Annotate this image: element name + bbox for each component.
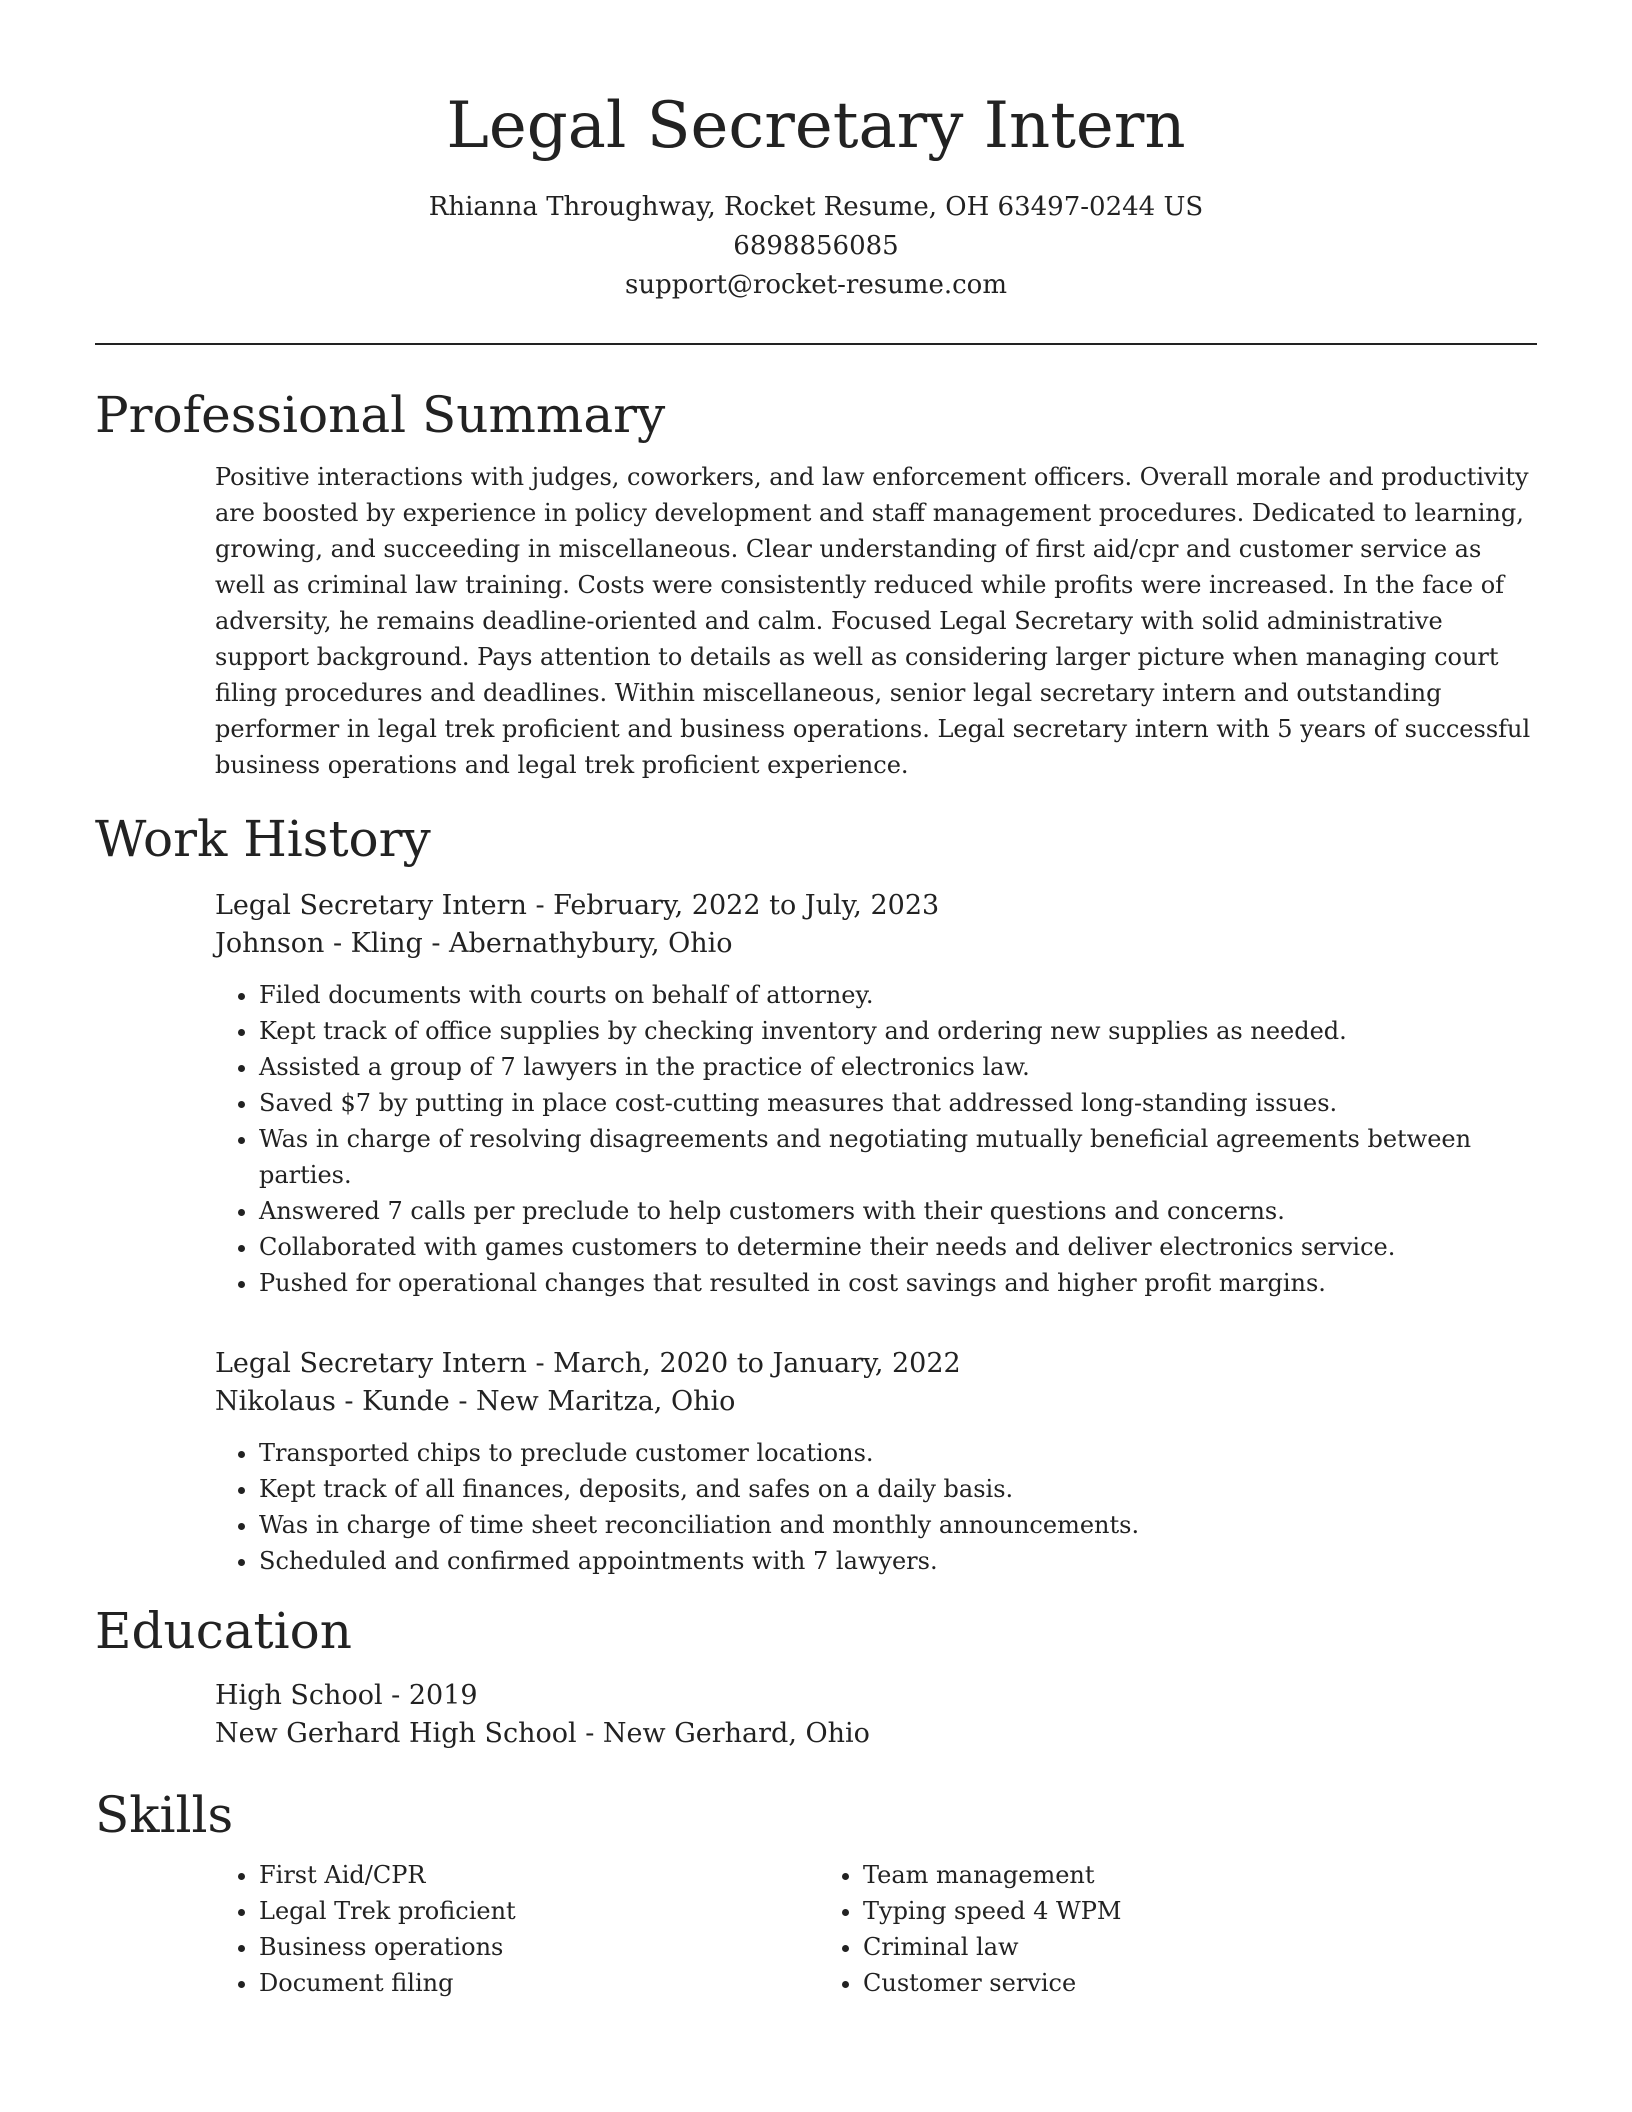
skill-item: • Team management (863, 1857, 1423, 1893)
job-bullets (215, 1435, 1537, 1579)
job-role: Legal Secretary Intern (215, 890, 527, 921)
job-location: - New Maritza, Ohio (449, 1386, 736, 1417)
skill-item: • Customer service (863, 1965, 1423, 2001)
education-location: - New Gerhard, Ohio (576, 1718, 870, 1749)
contact-email: support@rocket-resume.com (624, 270, 1007, 300)
job-location: - Abernathybury, Ohio (422, 928, 733, 959)
job-dates: - March, 2020 to January, 2022 (526, 1348, 961, 1379)
skill-item: • Business operations (259, 1929, 819, 1965)
list-item: • Was in charge of time sheet reconciliation and monthly announcements. (259, 1507, 1537, 1543)
list-item: • Answered 7 calls per preclude to help customers with their questions and concerns. (259, 1193, 1537, 1229)
list-item: • Assisted a group of 7 lawyers in the practice of electronics law. (259, 1049, 1537, 1085)
skills-heading: Skills (95, 1786, 234, 1844)
resume-name: Legal Secretary Intern (446, 89, 1186, 163)
skill-item: • Document filing (259, 1965, 819, 2001)
education-heading: Education (95, 1602, 352, 1660)
list-item: • Was in charge of resolving disagreements and negotiating mutually beneficial agreements between parties. (259, 1121, 1537, 1193)
education-degree-line (215, 1677, 1537, 1715)
list-item: • Saved $7 by putting in place cost-cutting measures that addressed long-standing issues. (259, 1085, 1537, 1121)
job-dates: - February, 2022 to July, 2023 (526, 890, 940, 921)
job-company: Nikolaus - Kunde (215, 1386, 450, 1417)
list-item: • Scheduled and confirmed appointments with 7 lawyers. (259, 1543, 1537, 1579)
list-item: • Kept track of office supplies by checking inventory and ordering new supplies as needed. (259, 1013, 1537, 1049)
education-section (215, 1677, 1537, 1753)
education-school: New Gerhard High School (215, 1718, 577, 1749)
skills-list-right (819, 1857, 1423, 2001)
job-entry (215, 887, 1537, 1301)
education-year: - 2019 (382, 1680, 478, 1711)
resume-header (95, 0, 1537, 305)
list-item: • Filed documents with courts on behalf of attorney. (259, 977, 1537, 1013)
job-company-line (215, 925, 1537, 963)
list-item: • Transported chips to preclude customer locations. (259, 1435, 1537, 1471)
summary-section (215, 459, 1537, 783)
contact-address: Rhianna Throughway, Rocket Resume, OH 63497-0244 US (428, 192, 1204, 222)
list-item: • Pushed for operational changes that resulted in cost savings and higher profit margins. (259, 1265, 1537, 1301)
job-bullets (215, 977, 1537, 1301)
header-divider (95, 343, 1537, 345)
education-degree: High School (215, 1680, 383, 1711)
job-role: Legal Secretary Intern (215, 1348, 527, 1379)
skills-list-left (215, 1857, 819, 2001)
summary-heading: Professional Summary (95, 386, 666, 444)
summary-text: Positive interactions with judges, coworkers, and law enforcement officers. Overall morale and productivity are boosted by experience in policy development and staff management procedures. Dedicated to learning, growing, and succeeding in miscellaneous. Clear understanding of first aid/cpr and customer service as well as criminal law training. Costs were consistently reduced while profits were increased. In the face of adversity, he remains deadline-oriented and calm. Focused Legal Secretary with solid administrative support background. Pays attention to details as well as considering larger picture when managing court filing procedures and deadlines. Within miscellaneous, senior legal secretary intern and outstanding performer in legal trek proficient and business operations. Legal secretary intern with 5 years of successful business operations and legal trek proficient experience. (215, 463, 1531, 779)
job-company: Johnson - Kling (215, 928, 423, 959)
job-entry (215, 1345, 1537, 1579)
skill-item: • First Aid/CPR (259, 1857, 819, 1893)
work-history-heading: Work History (95, 810, 431, 868)
skill-item: • Typing speed 4 WPM (863, 1893, 1423, 1929)
contact-phone: 6898856085 (733, 231, 899, 261)
list-item: • Collaborated with games customers to determine their needs and deliver electronics service. (259, 1229, 1537, 1265)
work-history-section (215, 887, 1537, 1579)
job-title-line (215, 887, 1537, 925)
skill-item: • Legal Trek proficient (259, 1893, 819, 1929)
job-company-line (215, 1383, 1537, 1421)
skill-item: • Criminal law (863, 1929, 1423, 1965)
job-title-line (215, 1345, 1537, 1383)
skills-section (215, 1857, 1537, 2001)
list-item: • Kept track of all finances, deposits, and safes on a daily basis. (259, 1471, 1537, 1507)
education-school-line (215, 1715, 1537, 1753)
